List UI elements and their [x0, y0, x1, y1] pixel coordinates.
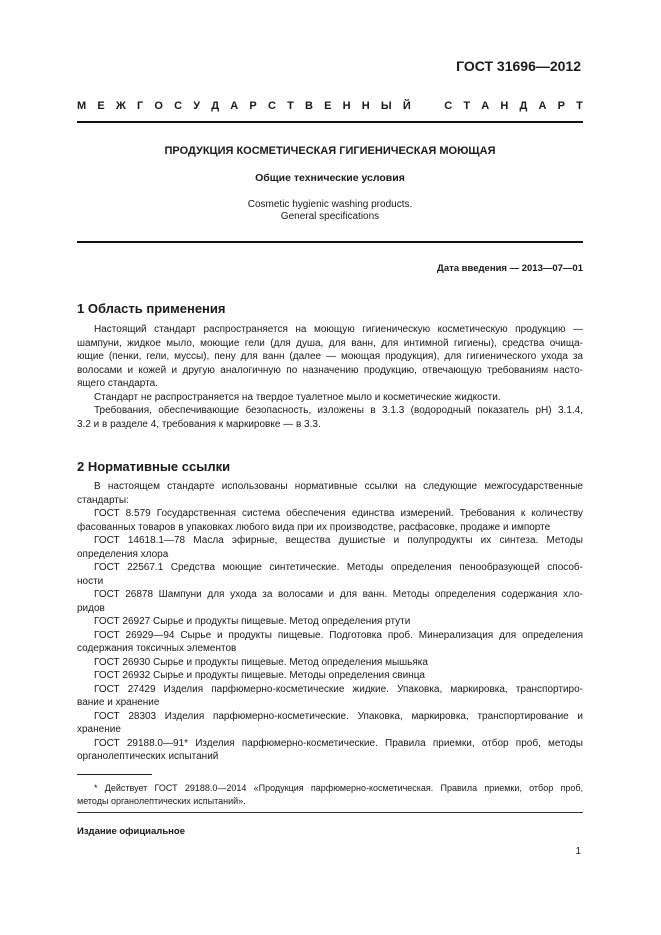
banner-letter: Р	[249, 100, 257, 112]
section-2-line: ГОСТ 26929—94 Сырье и продукты пищевые. Подготовка проб. Минерализация для определения	[94, 629, 583, 641]
banner-letter: М	[77, 100, 87, 112]
page-number: 1	[575, 846, 581, 857]
banner-letter: С	[444, 100, 453, 112]
section-1-line: ящего стандарта.	[77, 378, 158, 389]
banner-letter: В	[304, 100, 313, 112]
document-title: ПРОДУКЦИЯ КОСМЕТИЧЕСКАЯ ГИГИЕНИЧЕСКАЯ МОЮЩАЯ	[164, 145, 496, 157]
section-2-line: определения хлора	[77, 548, 169, 560]
footnote-line2: методы органолептических испытаний».	[77, 795, 246, 806]
banner-letter: Н	[342, 100, 351, 112]
banner-letter: А	[538, 100, 547, 112]
section-1-line: Стандарт не распространяется на твердое туалетное мыло и косметические жидкости.	[94, 391, 501, 403]
banner-letter: Д	[519, 100, 528, 112]
section-1-line: волосами и кожей и другую аналогичную по назначению продукцию, отвечающую требованиям насто-	[77, 364, 583, 376]
banner-letter: Й	[402, 100, 411, 112]
section-2-line: ГОСТ 27429 Изделия парфюмерно-косметические жидкие. Упаковка, маркировка, транспортиро-	[94, 683, 583, 695]
banner-letter: Т	[576, 100, 583, 112]
banner-letter: У	[193, 100, 201, 112]
document-subtitle: Общие технические условия	[255, 172, 405, 184]
section-1-heading: 1 Область применения	[77, 301, 226, 316]
footnote	[77, 782, 583, 807]
section-2-line: ГОСТ 26930 Сырье и продукты пищевые. Метод определения мышьяка	[94, 656, 428, 668]
section-1-line: 3.2 и в разделе 4, требования к маркировке — в 3.3.	[77, 418, 321, 430]
section-2-line: ГОСТ 14618.1—78 Масла эфирные, вещества душистые и полупродукты их синтеза. Методы	[94, 535, 583, 546]
banner-letter: Е	[97, 100, 105, 112]
section-2-line: ГОСТ 26878 Шампуни для ухода за волосами и для ванн. Методы определения содержания хло-	[94, 589, 583, 600]
header-rule	[77, 121, 583, 123]
section-2-line: ГОСТ 8.579 Государственная система обеспечения единства измерений. Требования к количеству	[94, 508, 583, 519]
section-2-line: вание и хранение	[77, 697, 160, 708]
section-2-line: фасованных товаров в упаковках любого вида при их производстве, расфасовке, продаже и импорте	[77, 521, 551, 533]
section-2-line: органолептических испытаний	[77, 751, 219, 762]
banner-letter: А	[230, 100, 239, 112]
section-1-body	[77, 323, 583, 431]
banner-letter: Е	[324, 100, 332, 112]
section-2-body	[77, 480, 583, 764]
english-title	[77, 199, 583, 223]
banner-letter: Д	[211, 100, 220, 112]
footer-rule	[77, 812, 583, 813]
section-2-line: ности	[77, 575, 104, 587]
banner-letter: Н	[361, 100, 370, 112]
section-1-line: Настоящий стандарт распространяется на моющую гигиеническую косметическую продукцию —	[94, 324, 583, 335]
banner-letter: Г	[136, 100, 144, 112]
banner-letter: С	[174, 100, 183, 112]
edition-label: Издание официальное	[77, 826, 185, 837]
banner-letter: Н	[500, 100, 509, 112]
section-2-line: ГОСТ 22567.1 Средства моющие синтетические. Методы определения пенообразующей способ-	[94, 562, 583, 573]
english-title-line2: General specifications	[280, 211, 380, 222]
section-2-line: ридов	[77, 602, 105, 614]
section-1-line: шампуни, жидкое мыло, моющие гели (для душа, для ванн, для интимной гигиены), средства очища-	[77, 337, 583, 349]
title-rule	[77, 241, 583, 243]
banner-letter: Ж	[115, 100, 126, 112]
banner-letter: С	[267, 100, 276, 112]
section-2-line: ГОСТ 29188.0—91* Изделия парфюмерно-косметические. Правила приемки, отбор проб, методы	[94, 737, 583, 749]
introduction-date: Дата введения — 2013—07—01	[437, 263, 583, 274]
section-2-line: В настоящем стандарте использованы нормативные ссылки на следующие межгосударственные	[94, 481, 583, 492]
section-2-line: ГОСТ 26932 Сырье и продукты пищевые. Методы определения свинца	[94, 670, 425, 681]
section-2-line: ГОСТ 28303 Изделия парфюмерно-косметические. Упаковка, маркировка, транспортирование и	[94, 710, 583, 722]
banner-letter: А	[481, 100, 490, 112]
section-2-line: содержания токсичных элементов	[77, 643, 237, 654]
section-2-line: ГОСТ 26927 Сырье и продукты пищевые. Метод определения ртути	[94, 616, 411, 627]
banner-letter: Т	[463, 100, 471, 112]
section-1-line: Требования, обеспечивающие безопасность, изложены в 3.1.3 (водородный показатель рН) 3.1.4,	[94, 405, 583, 416]
banner-letter: Ы	[380, 100, 392, 112]
section-2-line: хранение	[77, 724, 121, 735]
document-number: ГОСТ 31696—2012	[456, 58, 581, 74]
english-title-line1: Cosmetic hygienic washing products.	[247, 199, 413, 210]
banner-letter: О	[154, 100, 163, 112]
section-1-line: ющие (пенки, гели, муссы), пену для ванн (далее — моющая продукция), для гигиенического ухода за	[77, 351, 583, 362]
standard-banner	[77, 100, 583, 112]
banner-letter: Р	[557, 100, 565, 112]
footnote-rule	[77, 774, 152, 775]
section-2-line: стандарты:	[77, 494, 129, 506]
footnote-line1: * Действует ГОСТ 29188.0—2014 «Продукция парфюмерно-косметическая. Правила приемки, отбор проб,	[94, 783, 583, 793]
banner-letter: Т	[287, 100, 294, 112]
section-2-heading: 2 Нормативные ссылки	[77, 459, 231, 474]
